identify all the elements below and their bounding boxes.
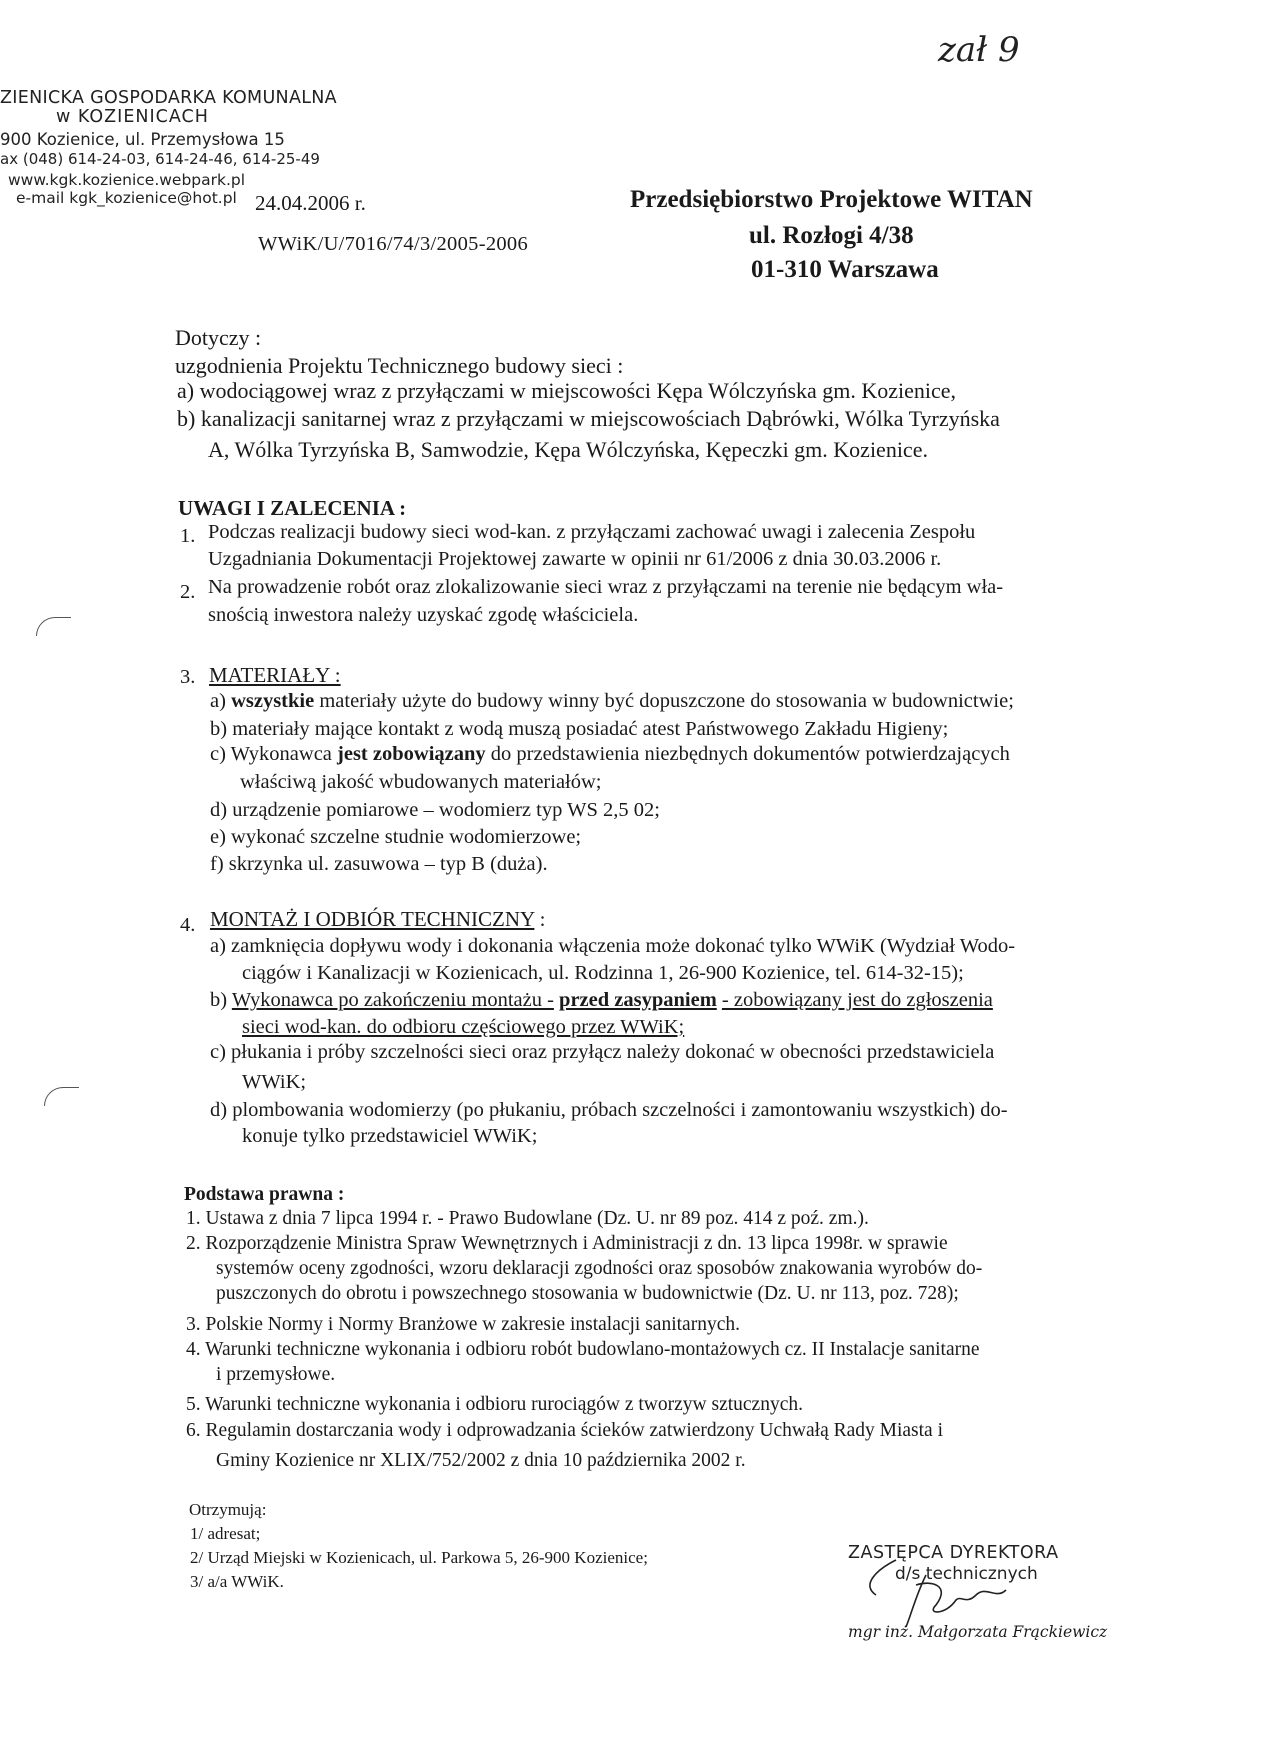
materials-number: 3. — [180, 666, 196, 688]
punch-hole-mark — [36, 617, 71, 636]
stamp-city: w KOZIENICACH — [56, 107, 209, 127]
stamp-email: e-mail kgk_kozienice@hot.pl — [16, 189, 237, 207]
handwritten-note: zał 9 — [938, 30, 1020, 70]
remark-2-text: Na prowadzenie robót oraz zlokalizowanie sieci wraz z przyłączami na terenie nie będącym wła- — [208, 576, 1004, 598]
subject-item-a: a) wodociągowej wraz z przyłączami w miejscowości Kępa Wólczyńska gm. Kozienice, — [177, 378, 957, 403]
legal-item-2: 2. Rozporządzenie Ministra Spraw Wewnętrznych i Administracji z dn. 13 lipca 1998r. w sprawie — [186, 1233, 948, 1254]
material-item-c-cont: właściwą jakość wbudowanych materiałów; — [240, 771, 602, 793]
material-item-f: f) skrzynka ul. zasuwowa – typ B (duża). — [210, 853, 548, 875]
remarks-heading: UWAGI I ZALECENIA : — [178, 496, 407, 520]
legal-item-5: 5. Warunki techniczne wykonania i odbioru rurociągów z tworzyw sztucznych. — [186, 1394, 803, 1415]
signature-subtitle: d/s technicznych — [895, 1564, 1038, 1584]
material-item-c-text: do przedstawienia niezbędnych dokumentów potwierdzających — [490, 743, 1010, 765]
remark-1-text: Podczas realizacji budowy sieci wod-kan. z przyłączami zachować uwagi i zalecenia Zespołu — [208, 521, 976, 543]
reference-number: WWiK/U/7016/74/3/2005-2006 — [258, 233, 529, 255]
installation-heading: MONTAŻ I ODBIÓR TECHNICZNY — [210, 907, 535, 931]
legal-heading: Podstawa prawna : — [184, 1184, 345, 1205]
recipient-street: ul. Rozłogi 4/38 — [749, 222, 914, 249]
material-item-c-bold: jest zobowiązany — [337, 743, 486, 765]
legal-item-1: 1. Ustawa z dnia 7 lipca 1994 r. - Prawo Budowlane (Dz. U. nr 89 poz. 414 z poź. zm.). — [186, 1208, 869, 1229]
stamp-website: www.kgk.kozienice.webpark.pl — [8, 171, 246, 189]
installation-item-d: d) plombowania wodomierzy (po płukaniu, próbach szczelności i zamontowaniu wszystkich) do- — [210, 1099, 1008, 1121]
legal-item-2-cont2: puszczonych do obrotu i powszechnego stosowania w budownictwie (Dz. U. nr 113, poz. 728); — [216, 1283, 959, 1304]
recipient-city: 01-310 Warszawa — [751, 256, 939, 283]
installation-heading-row — [210, 907, 545, 932]
remark-1-text-cont: Uzgadniania Dokumentacji Projektowej zawarte w opinii nr 61/2006 z dnia 30.03.2006 r. — [208, 548, 942, 570]
installation-item-b-cont: sieci wod-kan. do odbioru częściowego przez WWiK; — [242, 1016, 685, 1038]
material-item-a — [210, 690, 1014, 713]
stamp-company-name: ZIENICKA GOSPODARKA KOMUNALNA — [0, 88, 337, 108]
distribution-item-2: 2/ Urząd Miejski w Kozienicach, ul. Parkowa 5, 26-900 Kozienice; — [190, 1548, 648, 1567]
installation-item-d-cont: konuje tylko przedstawiciel WWiK; — [242, 1125, 538, 1147]
subject-label: Dotyczy : — [175, 325, 262, 350]
recipient-name: Przedsiębiorstwo Projektowe WITAN — [630, 186, 1033, 213]
installation-item-b-text: Wykonawca po zakończeniu montażu - — [231, 989, 554, 1011]
stamp-fax: ax (048) 614-24-03, 614-24-46, 614-25-49 — [0, 150, 320, 168]
material-item-c-label: c) Wykonawca — [210, 743, 332, 765]
legal-item-2-cont: systemów oceny zgodności, wzoru deklaracji zgodności oraz sposobów znakowania wyrobów do- — [216, 1258, 983, 1279]
distribution-heading: Otrzymują: — [189, 1500, 267, 1519]
installation-item-c: c) płukania i próby szczelności sieci oraz przyłącz należy dokonać w obecności przedstawiciela — [210, 1041, 995, 1063]
legal-item-6: 6. Regulamin dostarczania wody i odprowadzania ścieków zatwierdzony Uchwałą Rady Miasta i — [186, 1420, 944, 1441]
signature-name: mgr inż. Małgorzata Frąckiewicz — [848, 1623, 1108, 1641]
legal-item-4-cont: i przemysłowe. — [216, 1364, 336, 1385]
remark-1-number: 1. — [180, 525, 196, 547]
punch-hole-mark — [44, 1087, 79, 1106]
installation-item-c-cont: WWiK; — [242, 1071, 307, 1093]
stamp-address: 900 Kozienice, ul. Przemysłowa 15 — [0, 130, 285, 149]
subject-item-b: b) kanalizacji sanitarnej wraz z przyłączami w miejscowościach Dąbrówki, Wólka Tyrzyńska — [177, 406, 1000, 431]
material-item-a-label: a) — [210, 690, 226, 712]
subject-line: uzgodnienia Projektu Technicznego budowy sieci : — [175, 353, 624, 378]
material-item-e: e) wykonać szczelne studnie wodomierzowe; — [210, 826, 582, 848]
subject-item-b-cont: A, Wólka Tyrzyńska B, Samwodzie, Kępa Wólczyńska, Kępeczki gm. Kozienice. — [208, 437, 928, 462]
material-item-a-bold: wszystkie — [231, 690, 315, 712]
materials-heading: MATERIAŁY : — [209, 663, 341, 687]
distribution-item-3: 3/ a/a WWiK. — [190, 1572, 284, 1591]
material-item-d: d) urządzenie pomiarowe – wodomierz typ WS 2,5 02; — [210, 799, 660, 821]
installation-item-b-text2: - zobowiązany jest do zgłoszenia — [721, 989, 993, 1011]
legal-item-3: 3. Polskie Normy i Normy Branżowe w zakresie instalacji sanitarnych. — [186, 1314, 740, 1335]
legal-item-4: 4. Warunki techniczne wykonania i odbioru robót budowlano-montażowych cz. II Instalacje sanitarne — [186, 1339, 980, 1360]
installation-item-b-label: b) — [210, 989, 228, 1011]
letter-date: 24.04.2006 r. — [255, 191, 366, 215]
installation-item-a: a) zamknięcia dopływu wody i dokonania włączenia może dokonać tylko WWiK (Wydział Wodo- — [210, 935, 1016, 957]
remark-2-text-cont: snością inwestora należy uzyskać zgodę właściciela. — [208, 604, 639, 626]
installation-item-b — [210, 989, 993, 1012]
material-item-c — [210, 743, 1010, 766]
material-item-a-text: materiały użyte do budowy winny być dopuszczone do stosowania w budownictwie; — [319, 690, 1014, 712]
material-item-b: b) materiały mające kontakt z wodą muszą posiadać atest Państwowego Zakładu Higieny; — [210, 718, 949, 740]
installation-heading-colon: : — [534, 907, 546, 931]
installation-item-b-bold: przed zasypaniem — [559, 989, 717, 1011]
signature-title: ZASTĘPCA DYREKTORA — [848, 1543, 1059, 1563]
installation-number: 4. — [180, 914, 196, 936]
installation-item-a-cont: ciągów i Kanalizacji w Kozienicach, ul. Rodzinna 1, 26-900 Kozienice, tel. 614-32-15); — [242, 962, 964, 984]
legal-item-6-cont: Gminy Kozienice nr XLIX/752/2002 z dnia 10 października 2002 r. — [216, 1450, 746, 1471]
remark-2-number: 2. — [180, 581, 196, 603]
distribution-item-1: 1/ adresat; — [190, 1524, 261, 1543]
